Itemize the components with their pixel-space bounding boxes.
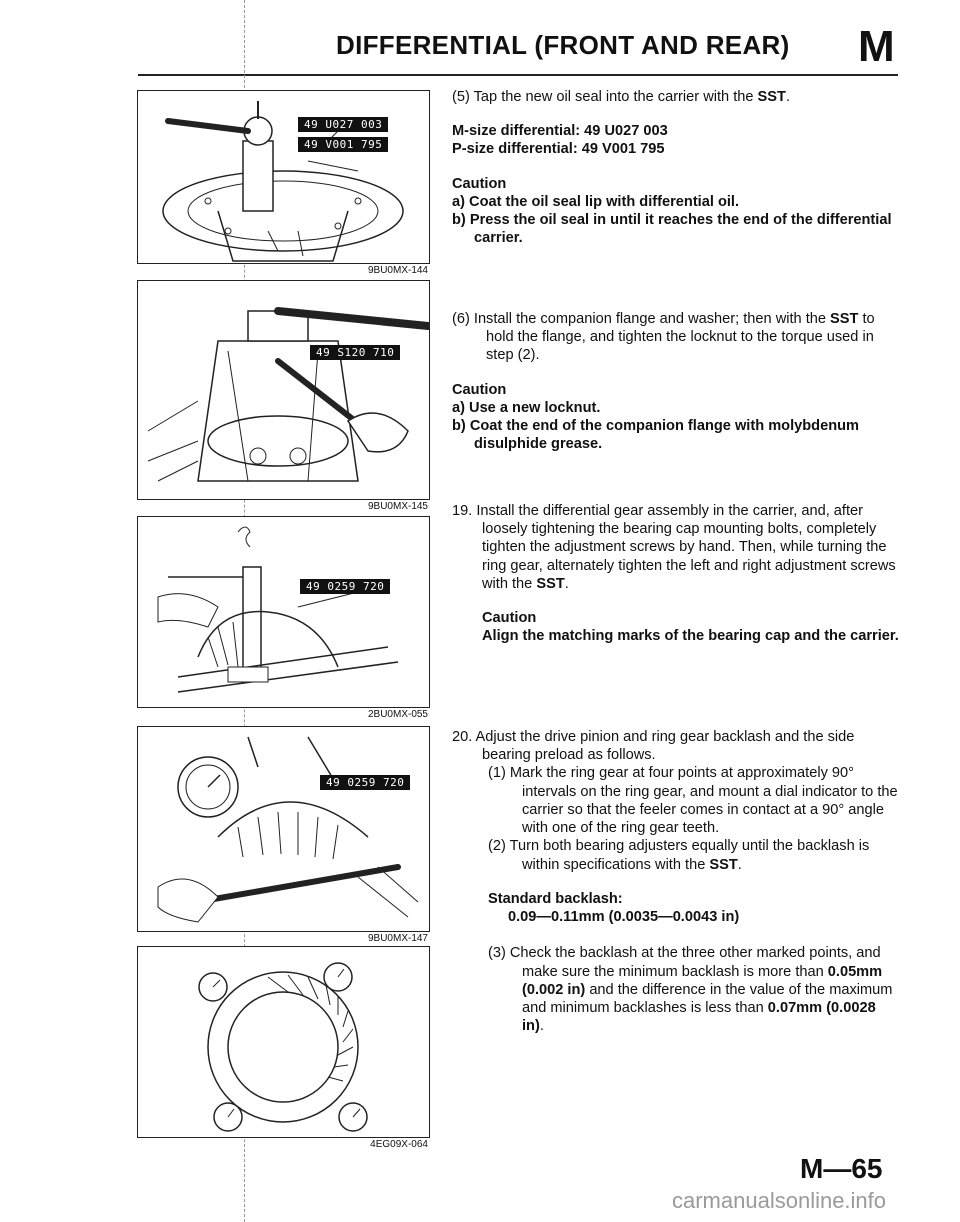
figure-frame: [137, 726, 430, 932]
figure-code: 9BU0MX-147: [367, 933, 428, 944]
caution-item: a) Use a new locknut.: [452, 399, 601, 416]
sst-tag: 49 S120 710: [310, 345, 400, 360]
step-6-text: (6) Install the companion flange and washer; then with the SST to hold the flange, and tighten the locknut to the torque used in step (2).: [452, 311, 875, 364]
step-20-block: [452, 728, 900, 1036]
step-20-sub2: (2) Turn both bearing adjusters equally until the backlash is within specifications with the SST.: [488, 838, 870, 873]
step-20-sub1: (1) Mark the ring gear at four points at approximately 90° intervals on the ring gear, and mount a dial indicator to the carrier so that the feeler comes in contact at a 90° angle with one of the ring gear teeth.: [488, 765, 898, 837]
figure-frame: [137, 516, 430, 708]
step-19-text: 19. Install the differential gear assembly in the carrier, and, after loosely tightening the bearing cap mounting bolts, completely tighten the adjustment screws by hand. Then, while turning the ring gear, alternately tighten the left and right adjustment screws with the SST.: [452, 503, 896, 592]
figure-code: 2BU0MX-055: [367, 709, 428, 720]
caution-item: a) Coat the oil seal lip with differential oil.: [452, 193, 740, 210]
figure-frame: [137, 90, 430, 264]
watermark: carmanualsonline.info: [672, 1188, 887, 1213]
figure-code: 4EG09X-064: [370, 1139, 428, 1150]
figure-dial-indicator-backlash: [137, 726, 430, 944]
figure-companion-flange: [137, 280, 430, 512]
spec-value: 0.09—0.11mm (0.0035—0.0043 in): [508, 909, 740, 926]
figure-frame: [137, 280, 430, 500]
sst-tag: 49 0259 720: [320, 775, 410, 790]
ring-gear-illustration: [138, 947, 429, 1137]
step-5-text: (5) Tap the new oil seal into the carrier with the SST.: [452, 89, 790, 105]
caution-title: Caution: [452, 175, 507, 192]
sst-tag: 49 V001 795: [298, 137, 388, 152]
figure-adjustment-screws: [137, 516, 430, 720]
dial-indicator-illustration: [138, 727, 429, 931]
spec-title: Standard backlash:: [488, 890, 623, 907]
companion-flange-illustration: [138, 281, 429, 499]
instruction-column: [452, 88, 900, 1138]
sst-tag: 49 0259 720: [300, 579, 390, 594]
figure-oil-seal-install: [137, 90, 430, 276]
figure-code: 9BU0MX-145: [367, 501, 428, 512]
caution-item: b) Press the oil seal in until it reaches the end of the differential carrier.: [452, 212, 892, 247]
step-19-block: [452, 502, 900, 646]
figure-ring-gear-check-points: [137, 946, 430, 1150]
m-size-spec: M-size differential: 49 U027 003: [452, 123, 668, 140]
step-20-intro: 20. Adjust the drive pinion and ring gear backlash and the side bearing preload as follows.: [452, 729, 855, 764]
step-6-block: [452, 310, 900, 454]
header-rule: [138, 74, 898, 76]
caution-item: Align the matching marks of the bearing cap and the carrier.: [482, 628, 899, 645]
caution-title: Caution: [482, 610, 537, 627]
caution-item: b) Coat the end of the companion flange with molybdenum disulphide grease.: [452, 418, 860, 453]
sst-tag: 49 U027 003: [298, 117, 388, 132]
caution-title: Caution: [452, 381, 507, 398]
section-letter: M: [858, 22, 895, 71]
figure-frame: [137, 946, 430, 1138]
adjustment-screws-illustration: [138, 517, 429, 707]
step-20-sub3: (3) Check the backlash at the three other marked points, and make sure the minimum backlash is more than 0.05mm (0.002 in) and the difference in the value of the maximum and minimum backlashes is less than 0.07mm (0.0028 in).: [488, 945, 893, 1035]
page-number: M—65: [800, 1153, 883, 1184]
step-5-block: [452, 88, 900, 248]
p-size-spec: P-size differential: 49 V001 795: [452, 141, 665, 158]
figure-code: 9BU0MX-144: [367, 265, 428, 276]
page-title: DIFFERENTIAL (FRONT AND REAR): [336, 30, 790, 60]
